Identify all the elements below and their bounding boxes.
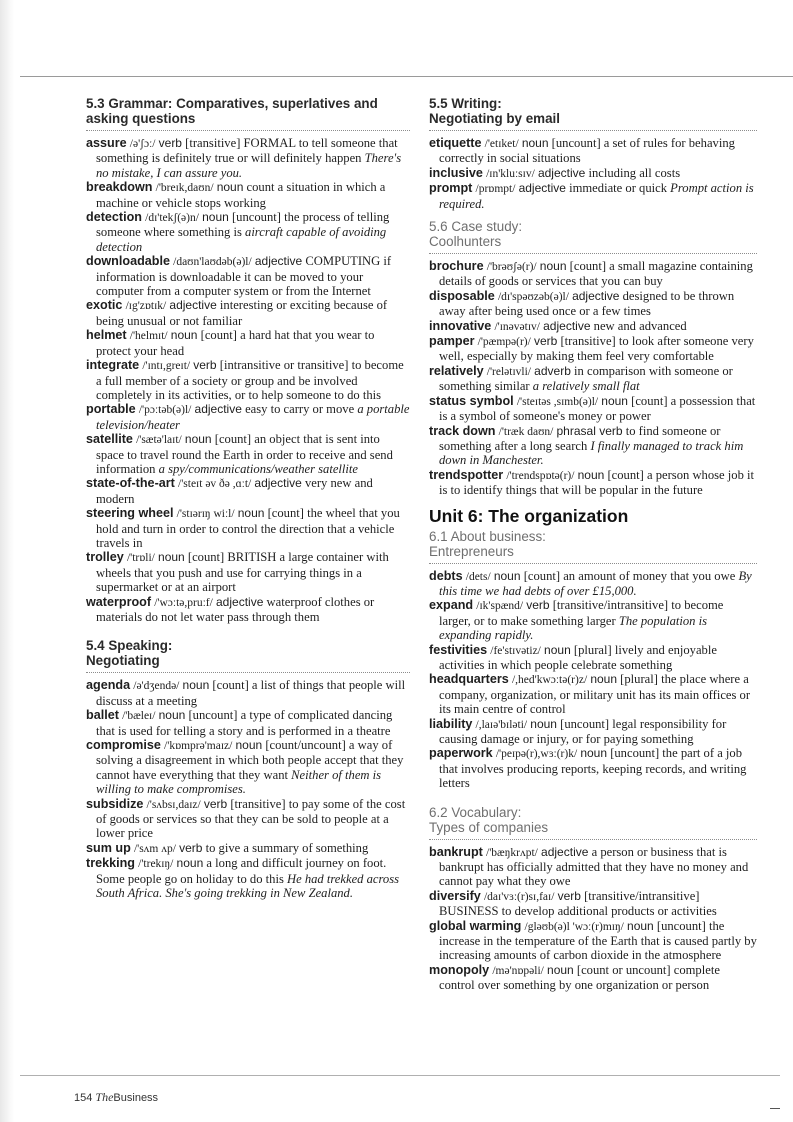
part-of-speech: noun: [544, 642, 571, 657]
section-number: 5.3: [86, 96, 105, 111]
section-title-line2: Types of companies: [429, 819, 549, 835]
part-of-speech: noun: [530, 716, 557, 731]
example: a relatively small flat: [532, 379, 640, 394]
definition: [count] the wheel that you hold and turn in order to control the direction that a vehicle travels in: [96, 506, 400, 550]
pronunciation: /daɪ'vɜː(r)sɪ,faɪ/: [483, 890, 555, 903]
section-title-line1: Grammar: Comparatives, superlatives and: [108, 96, 378, 111]
definition: [count or uncount] complete control over something by one organization or person: [439, 962, 720, 993]
glossary-entry: [429, 746, 757, 790]
part-of-speech: adjective: [518, 181, 566, 196]
headword: ballet: [86, 708, 119, 723]
headword: relatively: [429, 363, 484, 378]
headword: track down: [429, 423, 496, 438]
pronunciation: /'trekɪŋ/: [138, 858, 174, 871]
headword: headquarters: [429, 672, 509, 687]
headword: global warming: [429, 918, 522, 933]
pronunciation: /'wɔːtə,pruːf/: [154, 596, 213, 609]
part-of-speech: noun: [235, 738, 263, 753]
part-of-speech: verb: [533, 334, 558, 349]
definition: interesting or exciting because of being unusual or not familiar: [96, 298, 388, 328]
pronunciation: /'kɒmprə'maɪz/: [164, 740, 233, 753]
part-of-speech: noun: [158, 708, 186, 723]
pronunciation: /'ɪntɪ,greɪt/: [142, 360, 191, 373]
section-number: 6.2: [429, 804, 448, 820]
pronunciation: /'sʌbsɪ,daɪz/: [146, 798, 201, 811]
definition: [uncount] the part of a job that involves producing reports, keeping records, and writing letters: [439, 746, 747, 791]
example: By this time we had debts of over £15,000.: [439, 568, 752, 598]
part-of-speech: noun: [539, 259, 567, 274]
section-heading: [429, 529, 757, 564]
headword: pamper: [429, 334, 475, 349]
headword: paperwork: [429, 746, 493, 761]
part-of-speech: noun: [216, 180, 244, 195]
headword: monopoly: [429, 962, 490, 977]
part-of-speech: noun: [237, 506, 265, 521]
headword: state-of-the-art: [86, 476, 175, 491]
pronunciation: /'trɒli/: [126, 552, 155, 565]
part-of-speech: adjective: [543, 318, 591, 333]
bottom-rule: [20, 1075, 780, 1076]
part-of-speech: noun: [590, 672, 618, 687]
definition: [uncount] legal responsibility for causing damage or injury, or for paying something: [439, 716, 727, 746]
part-of-speech: verb: [526, 598, 550, 613]
part-of-speech: phrasal verb: [556, 423, 623, 438]
section-heading: [86, 96, 410, 131]
glossary-entry: [86, 797, 410, 841]
definition: [uncount] the process of telling someone where something is: [96, 210, 390, 240]
glossary-entry: [429, 166, 757, 181]
headword: inclusive: [429, 165, 483, 180]
definition: [count] a hard hat that you wear to protect your head: [96, 328, 375, 358]
glossary-entry: [429, 136, 757, 166]
pronunciation: /'peɪpə(r),wɜː(r)k/: [495, 748, 578, 761]
glossary-entry: [86, 550, 410, 594]
definition: to find someone or something after a long search: [439, 423, 721, 453]
glossary-entry: [86, 476, 410, 506]
pronunciation: /'pæmpə(r)/: [477, 336, 531, 349]
part-of-speech: noun: [521, 136, 549, 150]
pronunciation: /prɒmpt/: [475, 183, 516, 196]
definition: [count] a possession that is a symbol of someone's money or power: [439, 393, 756, 424]
definition: waterproof clothes or materials do not let water pass through them: [96, 594, 375, 624]
left-column: [86, 96, 410, 901]
glossary-entry: [86, 506, 410, 550]
definition: [plural] the place where a company, organization, or military unit has its main offices or its main centre of control: [439, 672, 751, 717]
part-of-speech: verb: [158, 136, 182, 150]
glossary-entry: [429, 259, 757, 289]
glossary-entry: [86, 841, 410, 856]
pronunciation: /'steɪtəs ,sɪmb(ə)l/: [516, 395, 599, 408]
glossary-entry: [429, 919, 757, 963]
headword: status symbol: [429, 393, 514, 408]
definition: [count/uncount] a way of solving a disagreement in which both people accept that they cannot have everything that they want: [96, 738, 404, 782]
part-of-speech: noun: [202, 210, 229, 225]
headword: trendspotter: [429, 467, 504, 482]
definition: [transitive/intransitive] BUSINESS to develop additional products or activities: [439, 888, 717, 919]
pronunciation: /'breɪk,daʊn/: [155, 182, 214, 195]
glossary-entry: [429, 289, 757, 319]
pronunciation: /dɪ'spəʊzəb(ə)l/: [497, 290, 569, 303]
headword: helmet: [86, 328, 127, 343]
definition: [intransitive or transitive] to become a full member of a society or group and be involved completely in its activities, or to help someone to do this: [96, 358, 404, 402]
glossary-entry: [429, 963, 757, 993]
definition: [uncount] a type of complicated dancing that is used for telling a story and is performed in a theatre: [96, 708, 393, 738]
part-of-speech: verb: [557, 888, 581, 903]
glossary-entry: [86, 856, 410, 900]
pronunciation: /'helmɪt/: [129, 330, 168, 343]
headword: portable: [86, 402, 136, 417]
example: a spy/communications/weather satellite: [158, 461, 358, 476]
glossary-entry: [429, 717, 757, 747]
part-of-speech: noun: [170, 328, 198, 343]
example: The population is expanding rapidly.: [439, 613, 708, 643]
pronunciation: /ɪg'zɒtɪk/: [125, 300, 167, 313]
glossary-entry: [429, 672, 757, 716]
part-of-speech: noun: [493, 568, 521, 583]
part-of-speech: adjective: [537, 165, 586, 180]
pronunciation: /fe'stɪvətiz/: [490, 644, 541, 657]
glossary-entry: [429, 394, 757, 424]
part-of-speech: noun: [184, 432, 212, 447]
headword: satellite: [86, 432, 133, 447]
definition: in comparison with someone or something similar: [439, 363, 733, 394]
headword: sum up: [86, 840, 131, 855]
spacer: [86, 624, 410, 638]
part-of-speech: adjective: [216, 594, 264, 609]
glossary-entry: [429, 845, 757, 889]
example: He had trekked across South Africa. She's going trekking in New Zealand.: [96, 871, 400, 901]
part-of-speech: noun: [627, 918, 654, 933]
headword: assure: [86, 136, 127, 150]
pronunciation: /'pɔːtəb(ə)l/: [138, 404, 192, 417]
headword: subsidize: [86, 796, 144, 811]
section-title-line1: Case study:: [451, 219, 523, 235]
pronunciation: /ɪn'kluːsɪv/: [486, 167, 535, 180]
page-footer: [74, 1090, 158, 1105]
glossary-entry: [86, 298, 410, 328]
headword: breakdown: [86, 180, 153, 195]
top-rule: [20, 76, 793, 77]
spacer: [429, 211, 757, 219]
right-column: [429, 96, 757, 993]
headword: debts: [429, 568, 463, 583]
pronunciation: /ɪk'spænd/: [476, 600, 524, 613]
definition: [count] an object that is sent into space to travel round the Earth in order to receive and send information: [96, 432, 393, 476]
pronunciation: /daʊn'laʊdəb(ə)l/: [173, 256, 252, 269]
definition: [count] an amount of money that you owe: [523, 568, 736, 583]
footer-brand: [95, 1092, 158, 1104]
part-of-speech: noun: [182, 678, 210, 693]
part-of-speech: adjective: [541, 844, 589, 859]
section-heading: [429, 96, 757, 131]
definition: [uncount] the increase in the temperature of the Earth that is caused partly by increasing amounts of carbon dioxide in the atmosphere: [439, 918, 757, 963]
pronunciation: /dets/: [465, 570, 491, 583]
definition: [transitive] FORMAL to tell someone that something is definitely true or will definitely happen: [96, 136, 398, 166]
section-number: 5.5: [429, 96, 448, 111]
section-title-line2: Entrepreneurs: [429, 543, 514, 559]
section-title-line2: Negotiating: [86, 653, 160, 669]
definition: very new and modern: [96, 476, 373, 506]
glossary-entry: [429, 598, 757, 642]
page-binding-edge: [0, 0, 14, 1122]
glossary-entry: [429, 364, 757, 394]
pronunciation: /,laɪə'bɪləti/: [475, 718, 528, 731]
definition: designed to be thrown away after being used once or a few times: [439, 288, 735, 319]
section-title-line2: asking questions: [86, 111, 196, 126]
headword: integrate: [86, 358, 140, 373]
section-title-line2: Negotiating by email: [429, 111, 560, 126]
example: Prompt action is required.: [439, 181, 754, 211]
headword: exotic: [86, 298, 123, 313]
example: Neither of them is willing to make compromises.: [96, 767, 382, 797]
part-of-speech: verb: [179, 840, 203, 855]
glossary-entry: [429, 643, 757, 673]
definition: immediate or quick: [569, 181, 668, 196]
pronunciation: /ə'dʒendə/: [133, 680, 180, 693]
pronunciation: /'steɪt əv ðə ,ɑːt/: [178, 478, 252, 491]
glossary-entry: [429, 424, 757, 468]
headword: innovative: [429, 318, 492, 333]
glossary-entry: [86, 402, 410, 432]
headword: steering wheel: [86, 506, 174, 521]
part-of-speech: noun: [176, 856, 204, 871]
headword: trekking: [86, 856, 135, 871]
pronunciation: /'relətɪvli/: [486, 365, 532, 378]
part-of-speech: noun: [580, 746, 608, 761]
glossary-entry: [86, 595, 410, 625]
section-number: 6.1: [429, 528, 448, 544]
headword: waterproof: [86, 594, 152, 609]
part-of-speech: adverb: [534, 363, 571, 378]
unit-heading: Unit 6: The organization: [429, 505, 629, 526]
headword: bankrupt: [429, 844, 483, 859]
definition: to give a summary of something: [205, 840, 369, 855]
section-number: 5.6: [429, 219, 448, 235]
page-number: 154: [74, 1092, 93, 1104]
glossary-entry: [86, 738, 410, 797]
glossary-entry: [429, 334, 757, 364]
definition: [count] a list of things that people will discuss at a meeting: [96, 678, 406, 708]
glossary-entry: [86, 328, 410, 358]
glossary-entry: [86, 432, 410, 476]
section-title-line1: Writing:: [451, 96, 502, 111]
definition: a person or business that is bankrupt has officially admitted that they have no money and cannot pay what they owe: [439, 844, 749, 889]
corner-crop-mark: [770, 1108, 780, 1109]
headword: trolley: [86, 550, 124, 565]
section-number: 5.4: [86, 638, 105, 654]
section-title-line1: Vocabulary:: [451, 804, 522, 820]
headword: etiquette: [429, 136, 482, 150]
pronunciation: /'brəʊʃə(r)/: [486, 261, 537, 274]
section-title-line1: About business:: [450, 528, 546, 544]
section-heading: [429, 219, 757, 254]
definition: [transitive] to pay some of the cost of goods or services so that they can be sold to people at a lower price: [96, 796, 406, 841]
headword: diversify: [429, 888, 481, 903]
glossary-entry: [86, 358, 410, 402]
definition: [transitive] to look after someone very well, especially by making them feel very comfortable: [439, 334, 754, 364]
glossary-entry: [86, 136, 410, 180]
glossary-entry: [429, 468, 757, 498]
headword: festivities: [429, 642, 488, 657]
pronunciation: /'stɪərɪŋ wiːl/: [176, 508, 235, 521]
spacer: [429, 498, 757, 506]
pronunciation: /,hed'kwɔːtə(r)z/: [511, 674, 588, 687]
definition: [count] BRITISH a large container with wheels that you push and use for carrying things in a supermarket or at an airport: [96, 550, 389, 595]
glossary-entry: [429, 569, 757, 599]
glossary-entry: [429, 889, 757, 919]
part-of-speech: verb: [193, 358, 217, 373]
headword: compromise: [86, 738, 161, 753]
headword: brochure: [429, 259, 484, 274]
pronunciation: /'bæleɪ/: [122, 710, 156, 723]
pronunciation: /dɪ'tekʃ(ə)n/: [145, 212, 199, 225]
pronunciation: /'trendspɒtə(r)/: [506, 469, 575, 482]
headword: liability: [429, 716, 473, 731]
example: There's no mistake, I can assure you.: [96, 151, 402, 180]
example: I finally managed to track him down in Manchester.: [439, 438, 744, 468]
glossary-entry: [86, 708, 410, 738]
example: aircraft capable of avoiding detection: [96, 225, 387, 254]
glossary-entry: [86, 678, 410, 708]
example: a portable television/heater: [96, 402, 410, 432]
definition: count a situation in which a machine or vehicle stops working: [96, 180, 386, 210]
part-of-speech: adjective: [254, 476, 302, 491]
spacer: [429, 791, 757, 805]
section-title-line1: Speaking:: [108, 638, 173, 654]
part-of-speech: adjective: [169, 298, 217, 313]
pronunciation: /ə'ʃɔː/: [129, 138, 156, 150]
definition: [count] a small magazine containing details of goods or services that you can buy: [439, 259, 753, 289]
footer-brand-the: The: [95, 1090, 114, 1104]
pronunciation: /'bæŋkrʌpt/: [486, 846, 538, 859]
glossary-entry: [86, 210, 410, 254]
definition: including all costs: [588, 165, 681, 180]
part-of-speech: adjective: [194, 402, 242, 417]
section-title-line2: Coolhunters: [429, 234, 502, 250]
part-of-speech: adjective: [572, 288, 620, 303]
definition: [uncount] a set of rules for behaving correctly in social situations: [439, 136, 735, 166]
pronunciation: /'sʌm ʌp/: [133, 842, 176, 855]
part-of-speech: noun: [547, 962, 574, 977]
definition: COMPUTING if information is downloadable it can be moved to your computer from a computer system or from the Internet: [96, 254, 392, 299]
headword: expand: [429, 598, 474, 613]
definition: [count] a person whose job it is to identify things that will be popular in the future: [439, 467, 755, 498]
part-of-speech: noun: [577, 467, 605, 482]
headword: downloadable: [86, 254, 170, 269]
glossary-entry: [429, 319, 757, 334]
footer-brand-business: Business: [113, 1092, 159, 1104]
pronunciation: /'træk daʊn/: [498, 425, 554, 438]
headword: prompt: [429, 181, 473, 196]
headword: agenda: [86, 678, 131, 693]
pronunciation: /'sætə'laɪt/: [136, 434, 182, 447]
glossary-entry: [429, 181, 757, 211]
part-of-speech: verb: [203, 796, 228, 811]
glossary-entry: [86, 254, 410, 298]
part-of-speech: noun: [158, 550, 185, 565]
definition: [plural] lively and enjoyable activities in which people celebrate something: [439, 642, 717, 672]
pronunciation: /mə'nɒpəli/: [492, 964, 544, 977]
section-heading: [86, 638, 410, 673]
pronunciation: /gləʊb(ə)l 'wɔː(r)mɪŋ/: [524, 920, 624, 933]
headword: disposable: [429, 288, 495, 303]
definition: a long and difficult journey on foot. Some people go on holiday to do this: [96, 856, 387, 886]
glossary-entry: [86, 180, 410, 210]
part-of-speech: adjective: [254, 254, 303, 269]
definition: new and advanced: [593, 318, 687, 333]
definition: [transitive/intransitive] to become larger, or to make something larger: [439, 598, 724, 628]
pronunciation: /'ɪnəvətɪv/: [494, 320, 540, 333]
section-heading: [429, 805, 757, 840]
part-of-speech: noun: [601, 393, 628, 408]
definition: easy to carry or move: [245, 402, 355, 417]
headword: detection: [86, 210, 142, 225]
pronunciation: /'etɪket/: [484, 138, 519, 150]
